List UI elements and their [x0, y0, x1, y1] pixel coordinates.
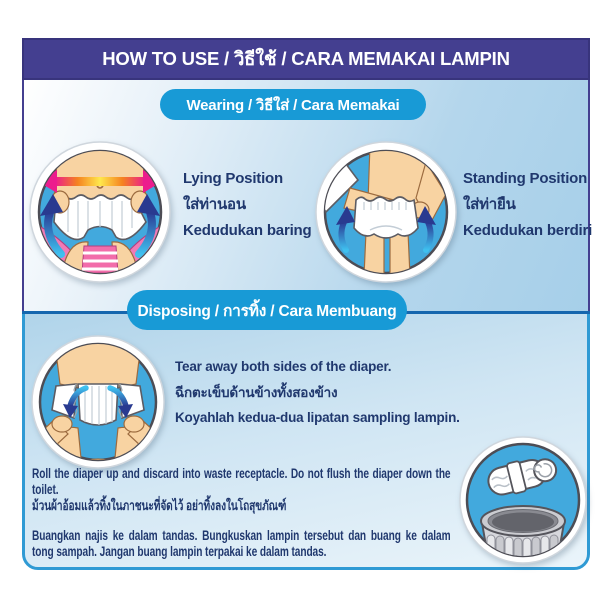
disposing-section-label: Disposing / การทิ้ง / Cara Membuang — [137, 302, 397, 320]
tear-instruction — [175, 354, 460, 431]
lying-position-label — [183, 166, 311, 244]
disposing-section-pill — [127, 290, 407, 330]
discard-instruction-ms: Buangkan najis ke dalam tandas. Bungkuskan lampin tersebut dan buang ke dalam tong sampah. Jangan buang lampin terpakai ke dalam tandas. — [32, 528, 451, 559]
standing-label-th: ใส่ท่ายืน — [463, 196, 516, 213]
standing-label-en: Standing Position — [463, 170, 588, 187]
lying-label-en: Lying Position — [183, 170, 283, 187]
wearing-section-label: Wearing / วิธีใส่ / Cara Memakai — [186, 96, 400, 114]
waste-bin-figure — [458, 435, 588, 565]
standing-label-ms: Kedudukan berdiri — [463, 222, 593, 239]
standing-position-label — [463, 166, 592, 244]
wearing-section-pill — [160, 89, 426, 120]
tear-both-sides-illustration-icon — [30, 334, 166, 470]
tear-instruction-th: ฉีกตะเข็บด้านข้างทั้งสองข้าง — [175, 384, 338, 400]
page-title: HOW TO USE / วิธีใช้ / CARA MEMAKAI LAMPIN — [102, 47, 510, 69]
lying-position-figure — [28, 140, 172, 284]
how-to-use-card — [22, 38, 593, 570]
discard-instruction-th: ม้วนผ้าอ้อมแล้วทิ้งในภาชนะที่จัดไว้ อย่าทิ้งลงในโถสุขภัณฑ์ — [32, 498, 287, 513]
standing-position-illustration-icon — [314, 140, 458, 284]
lying-label-ms: Kedudukan baring — [183, 222, 312, 239]
tear-instruction-ms: Koyahlah kedua-dua lipatan sampling lampin. — [175, 410, 460, 425]
lying-position-illustration-icon — [28, 140, 172, 284]
rolled-diaper-over-waste-bin-icon — [458, 435, 588, 565]
tear-both-sides-figure — [30, 334, 166, 470]
discard-instruction-en: Roll the diaper up and discard into waste receptacle. Do not flush the diaper down the toilet. — [32, 466, 451, 497]
standing-position-figure — [314, 140, 458, 284]
lying-label-th: ใส่ท่านอน — [183, 196, 246, 213]
header-bar — [22, 38, 590, 80]
tear-instruction-en: Tear away both sides of the diaper. — [175, 359, 392, 374]
